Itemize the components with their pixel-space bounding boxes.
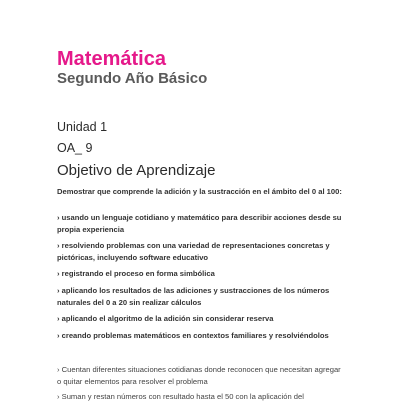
- objective-intro: Demostrar que comprende la adición y la sustracción en el ámbito del 0 al 100:: [57, 187, 342, 196]
- objective-item: › aplicando el algoritmo de la adición sin considerar reserva: [57, 314, 274, 323]
- objective-item: › aplicando los resultados de las adiciones y sustracciones de los números naturales del 0 a 20 sin realizar cálculos: [57, 286, 330, 307]
- document-title: Matemática: [57, 48, 166, 70]
- indicator-item: › Suman y restan números con resultado hasta el 50 con la aplicación del: [57, 392, 304, 401]
- objective-item: › registrando el proceso en forma simbólica: [57, 269, 215, 278]
- document-subtitle: Segundo Año Básico: [57, 70, 208, 87]
- page-header: [57, 48, 357, 88]
- objective-item: › creando problemas matemáticos en contextos familiares y resolviéndolos: [57, 331, 329, 340]
- unit-label: Unidad 1: [57, 120, 108, 134]
- objective-heading: Objetivo de Aprendizaje: [57, 162, 216, 179]
- oa-label: OA_ 9: [57, 141, 93, 155]
- objective-item: › usando un lenguaje cotidiano y matemático para describir acciones desde su propia experiencia: [57, 213, 342, 234]
- indicator-item: › Cuentan diferentes situaciones cotidianas donde reconocen que necesitan agregar o quitar elementos para resolver el problema: [57, 365, 341, 386]
- objective-item: › resolviendo problemas con una variedad de representaciones concretas y pictóricas, incluyendo software educativo: [57, 241, 330, 262]
